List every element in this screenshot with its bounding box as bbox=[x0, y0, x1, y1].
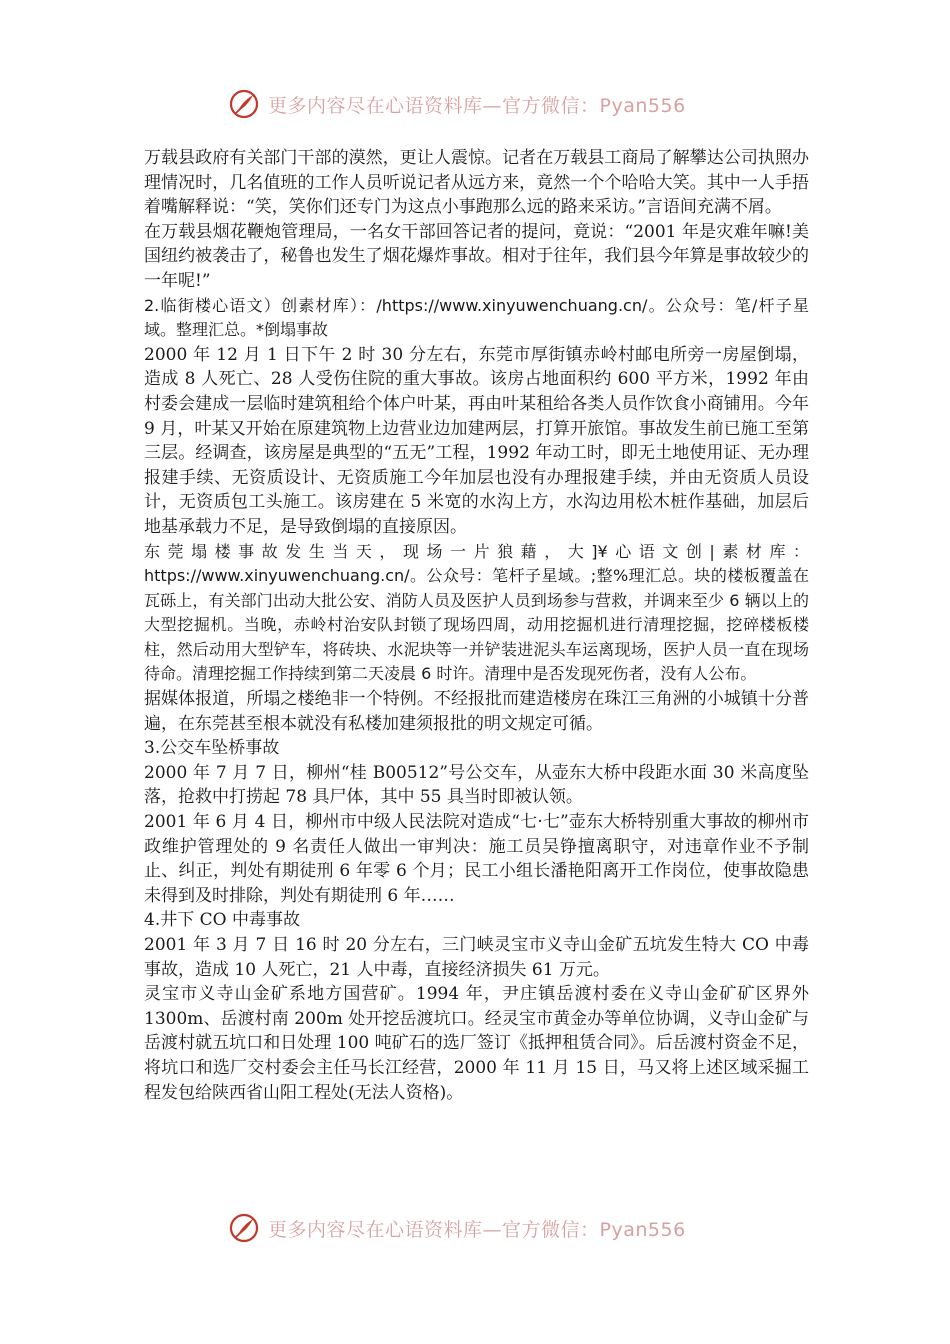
section-heading: 2.临街楼心语文）创素材库）：/https://www.xinyuwenchuang.cn/。公众号：笔/杆子星域。整理汇总。*倒塌事故 bbox=[144, 295, 809, 340]
banner-text: 更多内容尽在心语资料库—官方微信：Pyan556 bbox=[268, 1218, 686, 1241]
document-body bbox=[144, 146, 809, 1105]
feather-logo-icon bbox=[228, 1212, 260, 1244]
paragraph: 2000 年 12 月 1 日下午 2 时 30 分左右，东莞市厚街镇赤岭村邮电所旁一房屋倒塌，造成 8 人死亡、28 人受伤住院的重大事故。该房占地面积约 600 平方米，1992 年由村委会建成一层临时建筑租给个体户叶某，再由叶某租给各类人员作饮食小商铺用。今年 9 月，叶某又开始在原建筑物上边营业边加建两层，打算开旅馆。事故发生前已施工至第三层。经调查，该房屋是典型的“五无”工程，1992 年动工时，即无土地使用证、无办理报建手续、无资质设计、无资质施工今年加层也没有办理报建手续，并由无资质人员设计，无资质包工头施工。该房建在 5 米宽的水沟上方，水沟边用松木桩作基础，加层后地基承载力不足，是导致倒塌的直接原因。 bbox=[144, 344, 809, 537]
paragraph: 东莞塌楼事故发生当天，现场一片狼藉，大]¥心语文创|素材库：https://www.xinyuwenchuang.cn/。公众号：笔杆子星域。;整%理汇总。块的楼板覆盖在瓦砾上，有关部门出动大批公安、消防人员及医护人员到场参与营救，并调来至少 6 辆以上的大型挖掘机。当晚，赤岭村治安队封锁了现场四周，动用挖掘机进行清理挖掘，挖碎楼板楼柱，然后动用大型铲车，将砖块、水泥块等一并铲装进泥头车运离现场，医护人员一直在现场待命。清理挖掘工作持续到第二天凌晨 6 时许。清理中是否发现死伤者，没有人公布。 bbox=[144, 541, 809, 684]
paragraph: 2001 年 6 月 4 日，柳州市中级人民法院对造成“七·七”壶东大桥特别重大事故的柳州市政维护管理处的 9 名责任人做出一审判决：施工员吴铮擅离职守，对违章作业不予制止、纠正，判处有期徒刑 6 年零 6 个月；民工小组长潘艳阳离开工作岗位，使事故隐患未得到及时排除，判处有期徒刑 6 年…… bbox=[144, 812, 809, 906]
section-heading: 4.井下 CO 中毒事故 bbox=[144, 910, 300, 931]
banner-text: 更多内容尽在心语资料库—官方微信：Pyan556 bbox=[268, 94, 686, 117]
paragraph: 2000 年 7 月 7 日，柳州“桂 B00512”号公交车，从壶东大桥中段距水面 30 米高度坠落，抢救中打捞起 78 具尸体，其中 55 具当时即被认领。 bbox=[144, 762, 809, 808]
paragraph: 灵宝市义寺山金矿系地方国营矿。1994 年，尹庄镇岳渡村委在义寺山金矿矿区界外 1300m、岳渡村南 200m 处开挖岳渡坑口。经灵宝市黄金办等单位协调，义寺山金矿与岳渡村就五坑口和日处理 100 吨矿石的选厂签订《抵押租赁合同》。后岳渡村资金不足，将坑口和选厂交村委会主任马长江经营，2000 年 11 月 15 日，马又将上述区域采掘工程发包给陕西省山阳工程处(无法人资格)。 bbox=[144, 984, 809, 1103]
footer-banner bbox=[228, 1206, 748, 1250]
section-heading: 3.公交车坠桥事故 bbox=[144, 738, 280, 759]
header-banner bbox=[228, 82, 748, 126]
feather-logo-icon bbox=[228, 88, 260, 120]
wechat-id: Pyan556 bbox=[599, 1218, 686, 1241]
wechat-id: Pyan556 bbox=[599, 94, 686, 117]
paragraph: 万载县政府有关部门干部的漠然，更让人震惊。记者在万载县工商局了解攀达公司执照办理情况时，几名值班的工作人员听说记者从远方来，竟然一个个哈哈大笑。其中一人手捂着嘴解释说：“笑，笑你们还专门为这点小事跑那么远的路来采访。”言语间充满不屑。 bbox=[144, 148, 809, 218]
paragraph: 2001 年 3 月 7 日 16 时 20 分左右，三门峡灵宝市义寺山金矿五坑发生特大 CO 中毒事故，造成 10 人死亡，21 人中毒，直接经济损失 61 万元。 bbox=[144, 935, 809, 980]
paragraph: 在万载县烟花鞭炮管理局，一名女干部回答记者的提问，竟说：“2001 年是灾难年嘛!美国纽约被袭击了，秘鲁也发生了烟花爆炸事故。相对于往年，我们县今年算是事故较少的一年呢!” bbox=[144, 221, 809, 291]
paragraph: 据媒体报道，所塌之楼绝非一个特例。不经报批而建造楼房在珠江三角洲的小城镇十分普遍，在东莞甚至根本就没有私楼加建须报批的明文规定可循。 bbox=[144, 689, 809, 734]
